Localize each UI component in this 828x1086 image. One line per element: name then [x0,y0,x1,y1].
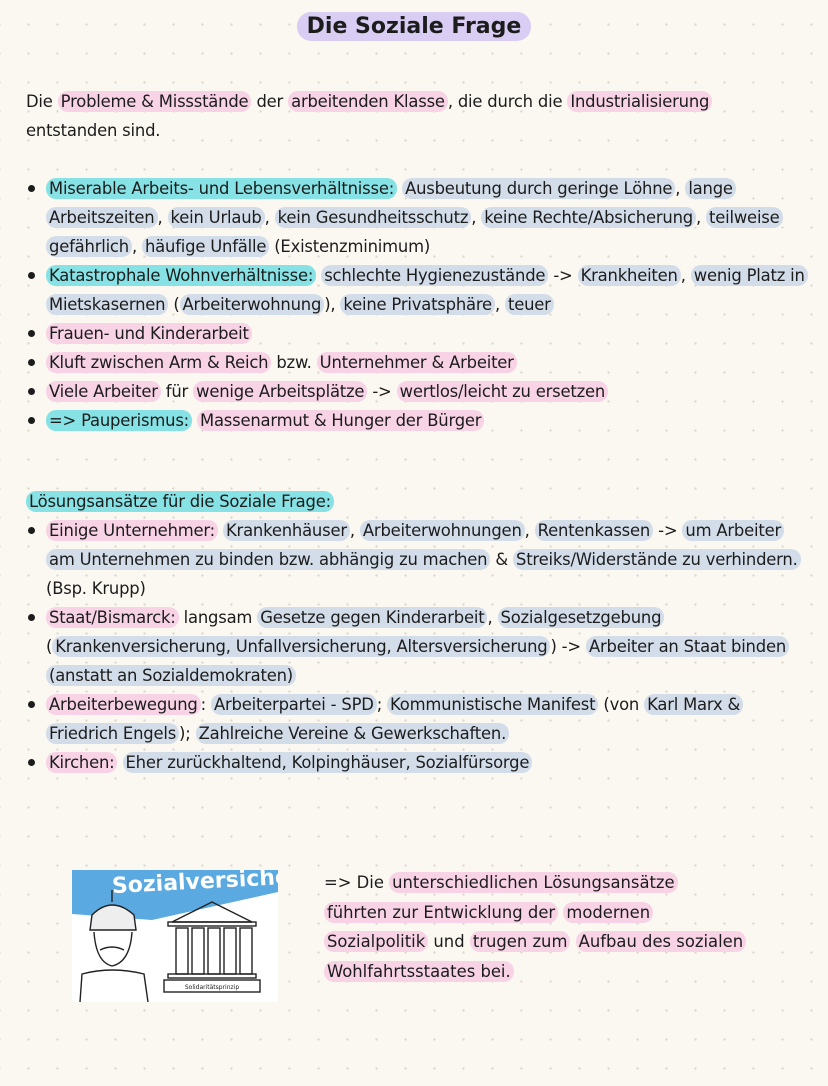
highlighted-text: Katastrophale Wohnverhältnisse: [46,265,316,286]
highlighted-text: Kommunistische Manifest [387,694,598,715]
text-segment: ); [179,724,196,743]
text-segment: der [251,92,289,111]
text-segment: ( [46,637,53,656]
highlighted-text: Arbeiter an Staat binden (anstatt an Sozialdemokraten) [46,636,789,686]
text-segment: , [349,521,360,540]
highlighted-text: teuer [505,294,554,315]
list-item [26,516,806,603]
highlighted-text: häufige Unfälle [142,236,269,257]
list-item [26,690,806,748]
highlighted-text: Krankheiten [578,265,681,286]
conclusion-paragraph [324,868,744,986]
intro-paragraph [26,87,806,145]
text-segment: & [490,550,513,569]
highlighted-text: trugen zum [470,931,571,952]
text-segment: : [200,695,211,714]
text-segment: => Die [324,873,390,892]
text-segment: für [160,382,194,401]
text-segment: ) -> [550,637,586,656]
text-segment: -> [367,382,397,401]
text-segment: ; [376,695,388,714]
text-segment: langsam [178,608,258,627]
highlighted-text: Rentenkassen [535,520,653,541]
highlighted-text: schlechte Hygienezustände [321,265,548,286]
highlighted-text: Staat/Bismarck: [46,607,179,628]
highlighted-text: führten zur Entwicklung der [324,902,558,923]
problems-list [26,174,806,435]
list-item [26,748,806,777]
text-segment: , [157,208,168,227]
text-segment: , [264,208,275,227]
text-segment: , [524,521,535,540]
list-item [26,377,806,406]
text-segment: ), [324,295,341,314]
text-segment: , [494,295,505,314]
highlighted-text: wenig Platz in Mietskasernen [46,265,808,315]
highlighted-text: Zahlreiche Vereine & Gewerkschaften. [196,723,510,744]
list-item [26,261,806,319]
highlighted-text: Viele Arbeiter [46,381,161,402]
highlighted-text: Miserable Arbeits- und Lebensverhältnisse: [46,178,397,199]
highlighted-text: Unternehmer & Arbeiter [317,352,517,373]
highlighted-text: modernen Sozialpolitik [324,902,653,953]
highlighted-text: keine Privatsphäre [340,294,495,315]
text-segment: -> [653,521,683,540]
text-segment: , [487,608,498,627]
text-segment: , [131,237,142,256]
highlighted-text: lange Arbeitszeiten [46,178,736,228]
text-segment: bzw. [271,353,317,372]
solutions-heading: Lösungsansätze für die Soziale Frage: [26,487,806,516]
highlighted-text: Massenarmut & Hunger der Bürger [197,410,484,431]
highlighted-text: => Pauperismus: [46,410,192,431]
highlighted-text: wenige Arbeitsplätze [193,381,367,402]
highlighted-text: wertlos/leicht zu ersetzen [397,381,608,402]
list-item [26,174,806,261]
highlighted-text: um Arbeiter am Unternehmen zu binden bzw. abhängig zu machen [46,520,784,570]
text-segment: , [471,208,482,227]
text-segment: , [696,208,707,227]
image-banner-text: Sozialversiche [111,870,278,900]
highlighted-text: Krankenversicherung, Unfallversicherung, Altersversicherung [52,636,550,657]
highlighted-text: Arbeiterwohnungen [360,520,525,541]
highlighted-text: Einige Unternehmer: [46,520,218,541]
highlighted-text: arbeitenden Klasse [288,91,448,112]
highlighted-text: Gesetze gegen Kinderarbeit [257,607,487,628]
highlighted-text: Eher zurückhaltend, Kolpinghäuser, Sozialfürsorge [123,752,533,773]
highlighted-text: Ausbeutung durch geringe Löhne [402,178,675,199]
highlighted-text: keine Rechte/Absicherung [481,207,696,228]
highlighted-text: Arbeiterpartei - SPD [211,694,377,715]
highlighted-text: Probleme & Missstände [58,91,252,112]
highlighted-text: Frauen- und Kinderarbeit [46,323,252,344]
list-item [26,603,806,690]
highlighted-text: unterschiedlichen Lösungsansätze [389,872,677,893]
highlighted-text: Aufbau des sozialen Wohlfahrtsstaates bei. [324,931,746,982]
highlighted-text: Kluft zwischen Arm & Reich [46,352,271,373]
text-segment: (von [598,695,645,714]
text-segment: (Bsp. Krupp) [46,579,146,598]
solutions-list [26,516,806,777]
highlighted-text: Kirchen: [46,752,117,773]
highlighted-text: Karl Marx & Friedrich Engels [46,694,743,744]
highlighted-text: Sozialgesetzgebung [498,607,665,628]
highlighted-text: kein Gesundheitsschutz [275,207,472,228]
text-segment [570,932,575,951]
text-segment: Die [26,92,58,111]
highlighted-text: Arbeiterwohnung [180,294,325,315]
text-segment: , die durch die [447,92,568,111]
text-segment: (Existenzminimum) [269,237,431,256]
bismarck-social-insurance-image [72,870,278,1002]
text-segment: und [428,932,470,951]
page-title: Die Soziale Frage [0,14,828,39]
image-base-text: Solidaritätsprinzip [184,984,240,991]
highlighted-text: Arbeiterbewegung [46,694,201,715]
highlighted-text: Krankenhäuser [223,520,350,541]
text-segment: , [675,179,686,198]
highlighted-text: kein Urlaub [168,207,265,228]
highlighted-text: teilweise gefährlich [46,207,783,257]
text-segment: entstanden sind. [26,121,161,140]
text-segment [117,753,122,772]
highlighted-text: Streiks/Widerstände zu verhindern. [513,549,801,570]
list-item [26,319,806,348]
highlighted-text: Industrialisierung [567,91,712,112]
text-segment: , [680,266,691,285]
text-segment: -> [548,266,578,285]
list-item [26,348,806,377]
list-item [26,406,806,435]
text-segment: ( [168,295,180,314]
